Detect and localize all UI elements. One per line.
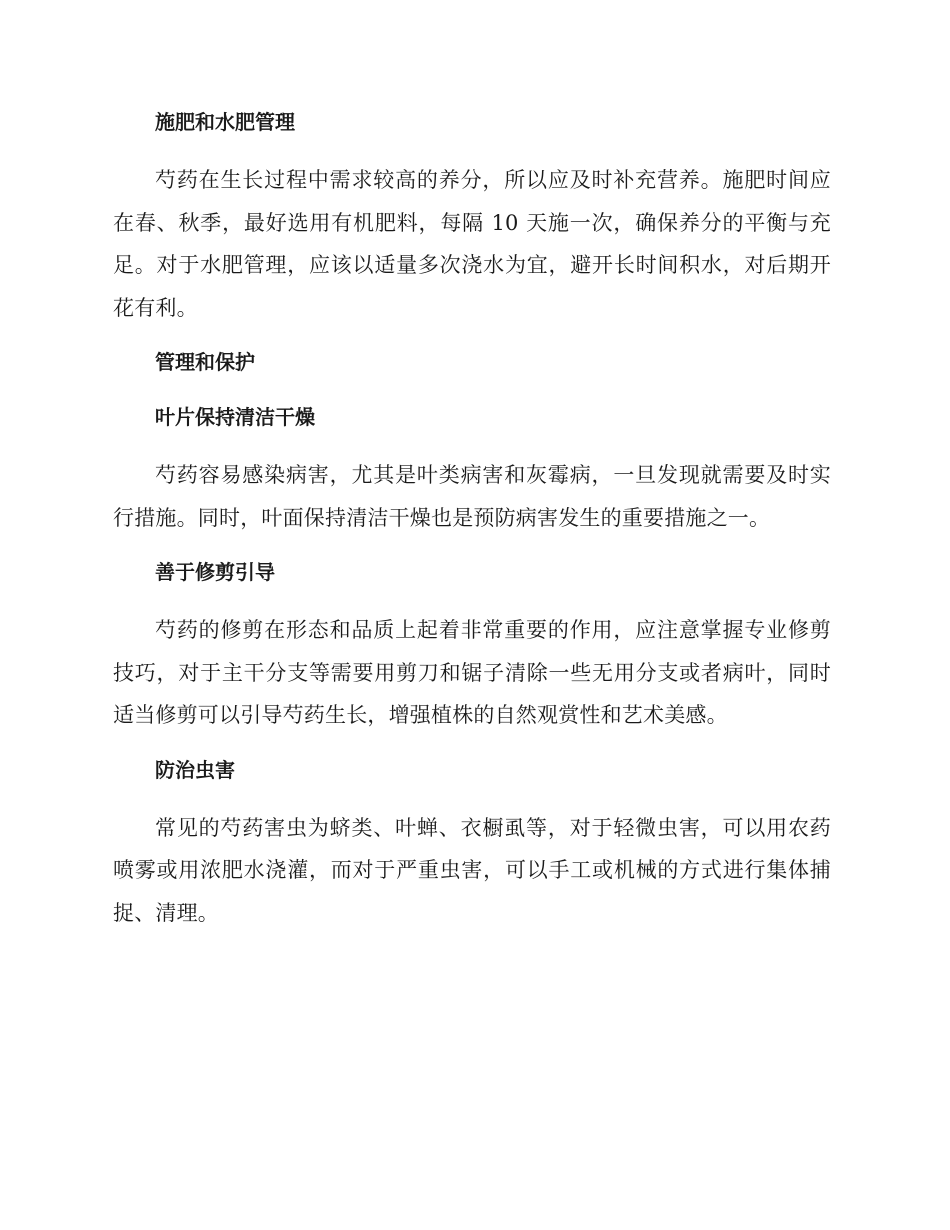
section-heading-fertilization: 施肥和水肥管理	[155, 110, 295, 134]
section-heading-management: 管理和保护	[155, 350, 255, 374]
section-heading-pruning: 善于修剪引导	[155, 560, 275, 584]
document-page	[113, 108, 831, 934]
section-heading-leaf-care: 叶片保持清洁干燥	[155, 405, 315, 429]
section-paragraph-leaf-care: 芍药容易感染病害，尤其是叶类病害和灰霉病，一旦发现就需要及时实行措施。同时，叶面保持清洁干燥也是预防病害发生的重要措施之一。	[113, 463, 831, 530]
section-heading-pest-control: 防治虫害	[155, 757, 235, 782]
section-paragraph-fertilization: 芍药在生长过程中需求较高的养分，所以应及时补充营养。施肥时间应在春、秋季，最好选用有机肥料，每隔 10 天施一次，确保养分的平衡与充足。对于水肥管理，应该以适量多次浇水为宜，避开长时间积水，对后期开花有利。	[113, 168, 831, 320]
section-paragraph-pruning: 芍药的修剪在形态和品质上起着非常重要的作用，应注意掌握专业修剪技巧，对于主干分支等需要用剪刀和锯子清除一些无用分支或者病叶，同时适当修剪可以引导芍药生长，增强植株的自然观赏性和艺术美感。	[113, 618, 831, 727]
section-paragraph-pest-control: 常见的芍药害虫为蛴类、叶蝉、衣橱虱等，对于轻微虫害，可以用农药喷雾或用浓肥水浇灌，而对于严重虫害，可以手工或机械的方式进行集体捕捉、清理。	[113, 815, 831, 925]
